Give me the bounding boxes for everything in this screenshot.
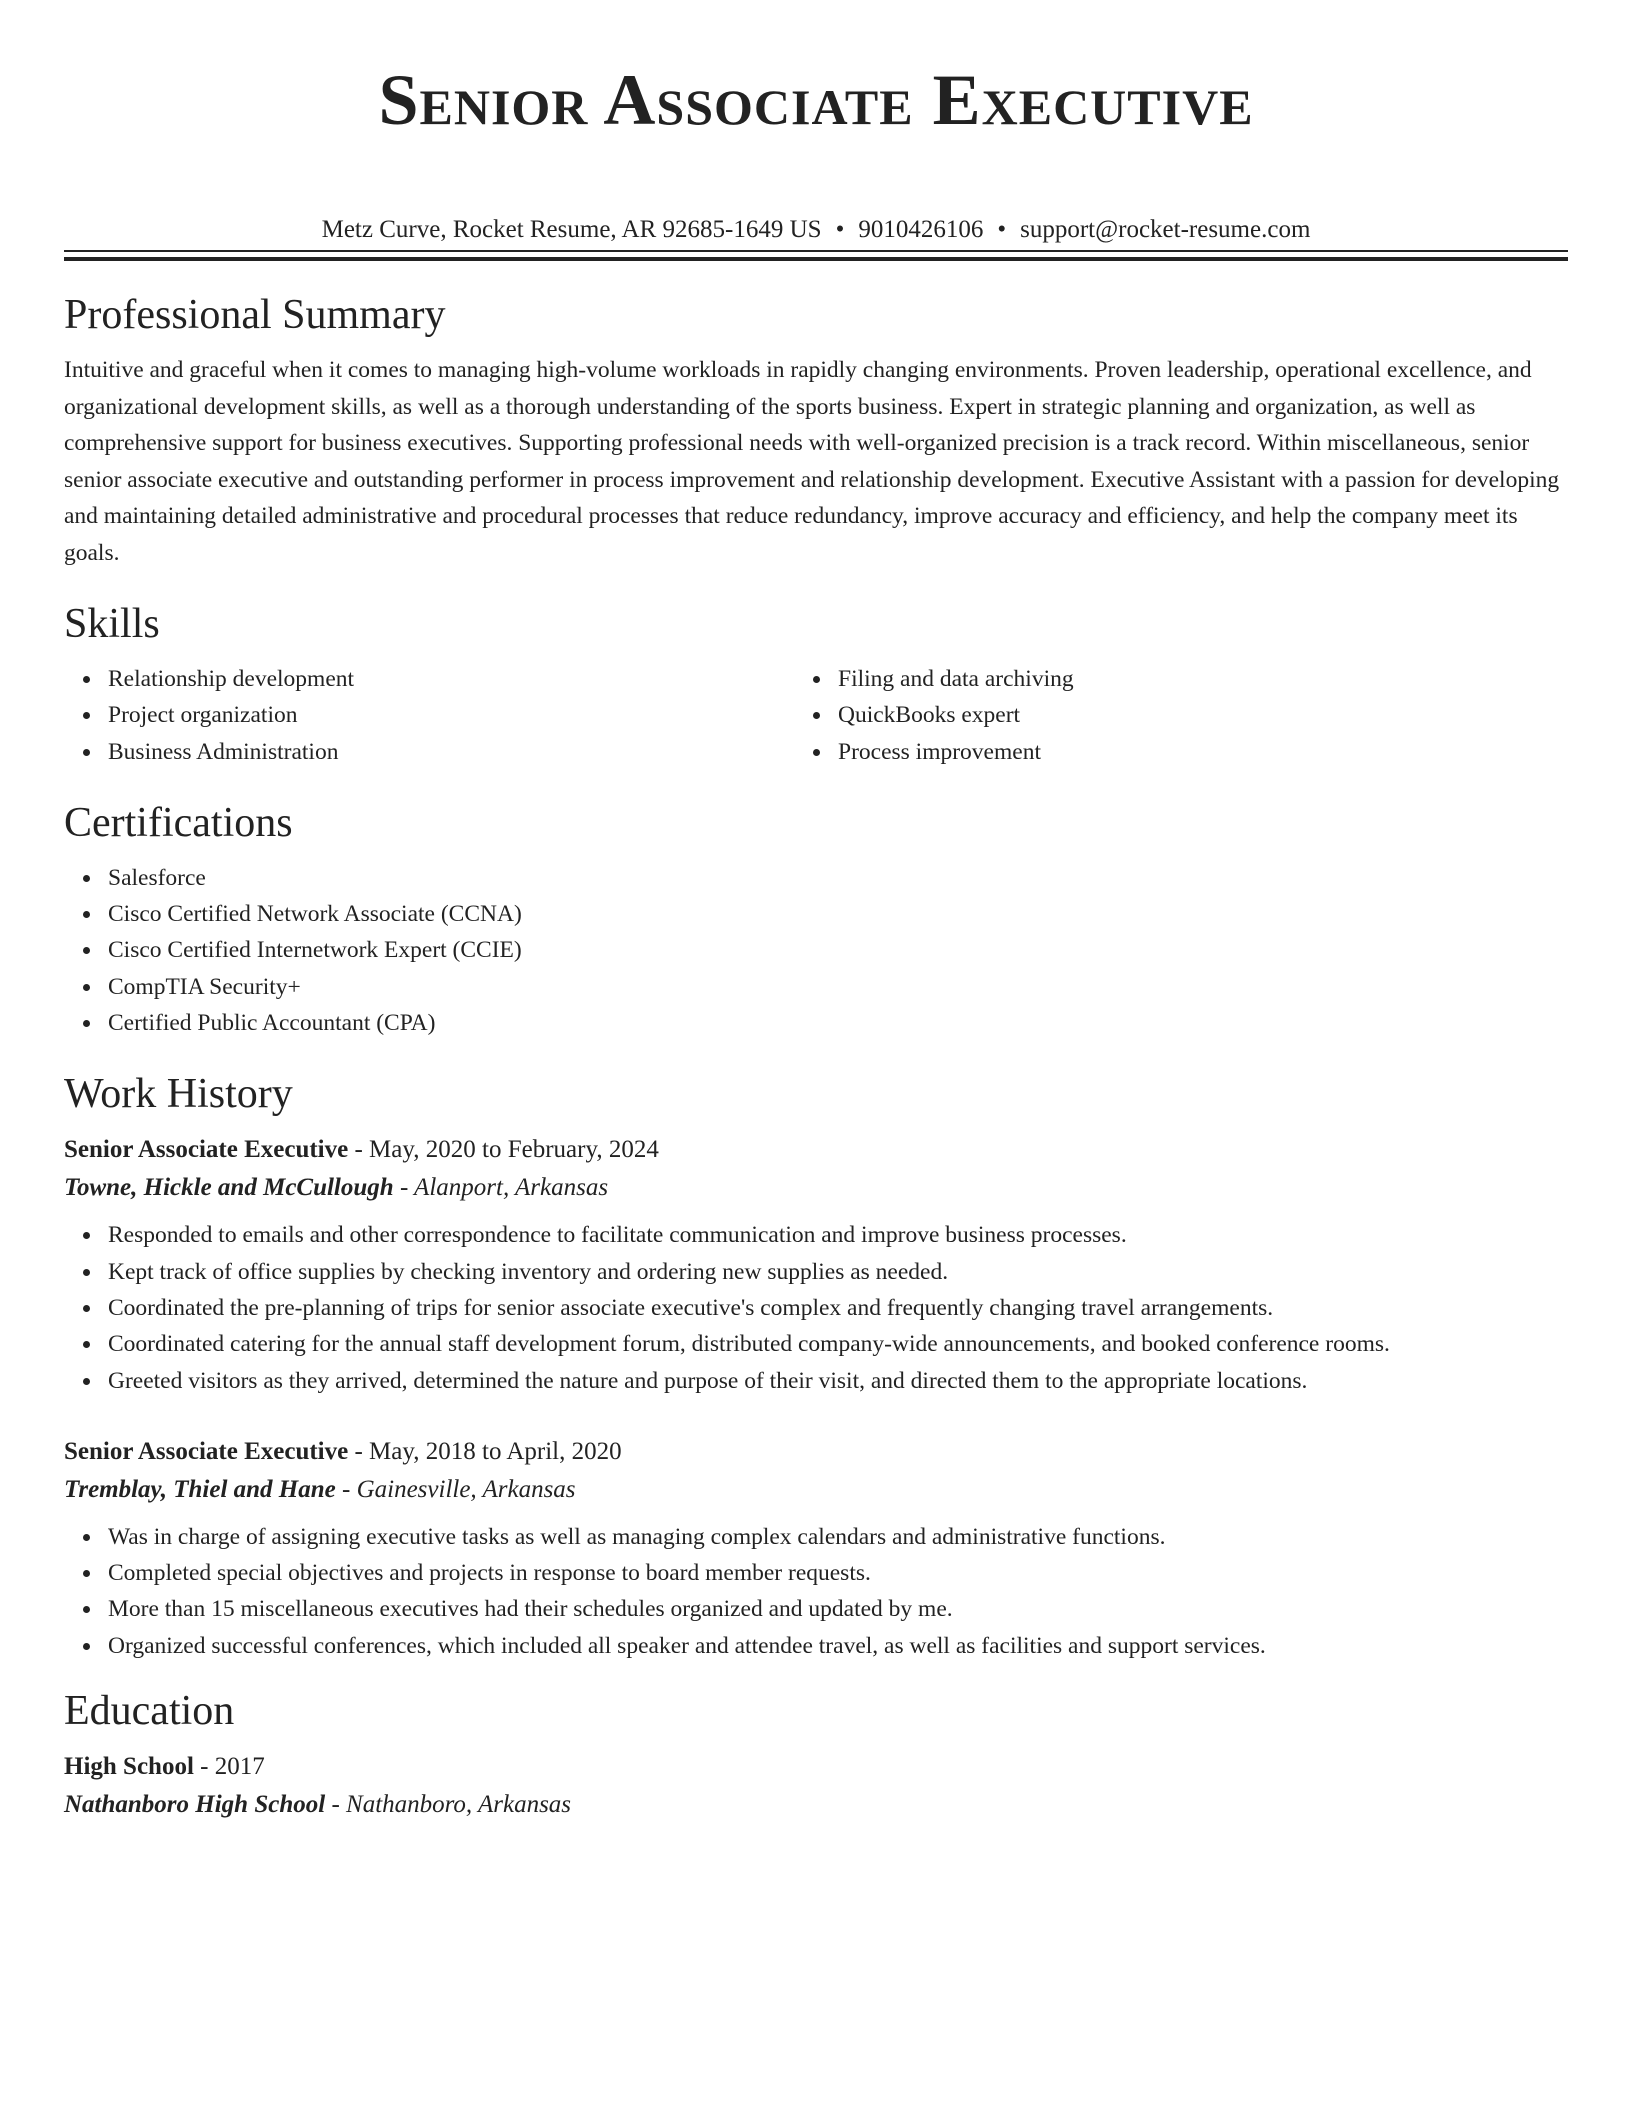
job-company-line (64, 1471, 1568, 1509)
job-duty: Completed special objectives and projects in response to board member requests. (108, 1555, 1568, 1591)
certification-item: CompTIA Security+ (108, 969, 1568, 1005)
job-duty: Was in charge of assigning executive tasks as well as managing complex calendars and administrative functions. (108, 1519, 1568, 1555)
header-divider-thick-line (64, 257, 1568, 261)
resume-body (64, 290, 1568, 1824)
job-duty: Coordinated catering for the annual staff development forum, distributed company-wide announcements, and booked conference rooms. (108, 1326, 1568, 1362)
education-degree-line (64, 1748, 1568, 1786)
job-company: Tremblay, Thiel and Hane (64, 1475, 336, 1503)
certification-item: Certified Public Accountant (CPA) (108, 1005, 1568, 1041)
job-duty: Coordinated the pre-planning of trips for senior associate executive's complex and frequently changing travel arrangements. (108, 1290, 1568, 1326)
job-title-line (64, 1131, 1568, 1169)
job-duty: Responded to emails and other correspondence to facilitate communication and improve business processes. (108, 1217, 1568, 1253)
skills-list-left (64, 661, 816, 770)
work-history-section (64, 1069, 1568, 1664)
contact-separator: • (835, 216, 845, 243)
skill-item: Project organization (108, 697, 816, 733)
work-history-heading: Work History (64, 1071, 293, 1118)
skill-item: QuickBooks expert (838, 697, 1568, 733)
education-year: - 2017 (193, 1753, 265, 1781)
job-entry (64, 1131, 1568, 1398)
skill-item: Process improvement (838, 734, 1568, 770)
education-school-line (64, 1786, 1568, 1824)
job-duty: Kept track of office supplies by checking inventory and ordering new supplies as needed. (108, 1254, 1568, 1290)
education-section (64, 1686, 1568, 1824)
skills-section (64, 599, 1568, 770)
header-divider-thin-line (64, 250, 1568, 252)
skill-item: Filing and data archiving (838, 661, 1568, 697)
education-degree: High School (64, 1753, 194, 1781)
job-duty: Organized successful conferences, which included all speaker and attendee travel, as well as facilities and support services. (108, 1628, 1568, 1664)
job-duty: More than 15 miscellaneous executives had their schedules organized and updated by me. (108, 1591, 1568, 1627)
skills-heading: Skills (64, 601, 160, 647)
contact-address: Metz Curve, Rocket Resume, AR 92685-1649 US (321, 216, 822, 243)
job-title: Senior Associate Executive (64, 1136, 349, 1164)
summary-section (64, 290, 1568, 571)
job-duties-list (64, 1217, 1568, 1398)
certification-item: Cisco Certified Internetwork Expert (CCIE) (108, 932, 1568, 968)
summary-text: Intuitive and graceful when it comes to managing high-volume workloads in rapidly changing environments. Proven leadership, operational excellence, and organizational development skills, as well as a thorough understanding of the sports business. Expert in strategic planning and organization, as well as comprehensive support for business executives. Supporting professional needs with well-organized precision is a track record. Within miscellaneous, senior senior associate executive and outstanding performer in process improvement and relationship development. Executive Assistant with a passion for developing and maintaining detailed administrative and procedural processes that reduce redundancy, improve accuracy and efficiency, and help the company meet its goals. (64, 357, 1560, 566)
education-heading: Education (64, 1688, 235, 1735)
skill-item: Business Administration (108, 734, 816, 770)
certifications-heading: Certifications (64, 799, 293, 846)
candidate-name: Senior Associate Executive (378, 60, 1254, 140)
contact-line (64, 213, 1568, 247)
skill-item: Relationship development (108, 661, 816, 697)
job-dates: - May, 2018 to April, 2020 (348, 1437, 622, 1465)
education-school: Nathanboro High School (64, 1791, 326, 1819)
certification-item: Salesforce (108, 860, 1568, 896)
job-dates: - May, 2020 to February, 2024 (348, 1136, 659, 1164)
summary-heading: Professional Summary (64, 292, 446, 338)
skills-list-right (816, 661, 1568, 770)
certifications-list (64, 860, 1568, 1041)
job-company: Towne, Hickle and McCullough (64, 1174, 394, 1202)
job-duty: Greeted visitors as they arrived, determined the nature and purpose of their visit, and directed them to the appropriate locations. (108, 1363, 1568, 1399)
certifications-section (64, 798, 1568, 1041)
job-company-line (64, 1169, 1568, 1207)
certification-item: Cisco Certified Network Associate (CCNA) (108, 896, 1568, 932)
contact-email: support@rocket-resume.com (1020, 216, 1311, 243)
job-location: - Alanport, Arkansas (393, 1174, 609, 1202)
education-location: - Nathanboro, Arkansas (325, 1791, 572, 1819)
contact-separator: • (997, 216, 1007, 243)
job-title: Senior Associate Executive (64, 1437, 349, 1465)
skills-columns (64, 661, 1568, 770)
contact-phone: 9010426106 (858, 216, 984, 243)
job-entry (64, 1433, 1568, 1664)
job-title-line (64, 1433, 1568, 1471)
job-location: - Gainesville, Arkansas (335, 1475, 576, 1503)
job-duties-list (64, 1519, 1568, 1664)
